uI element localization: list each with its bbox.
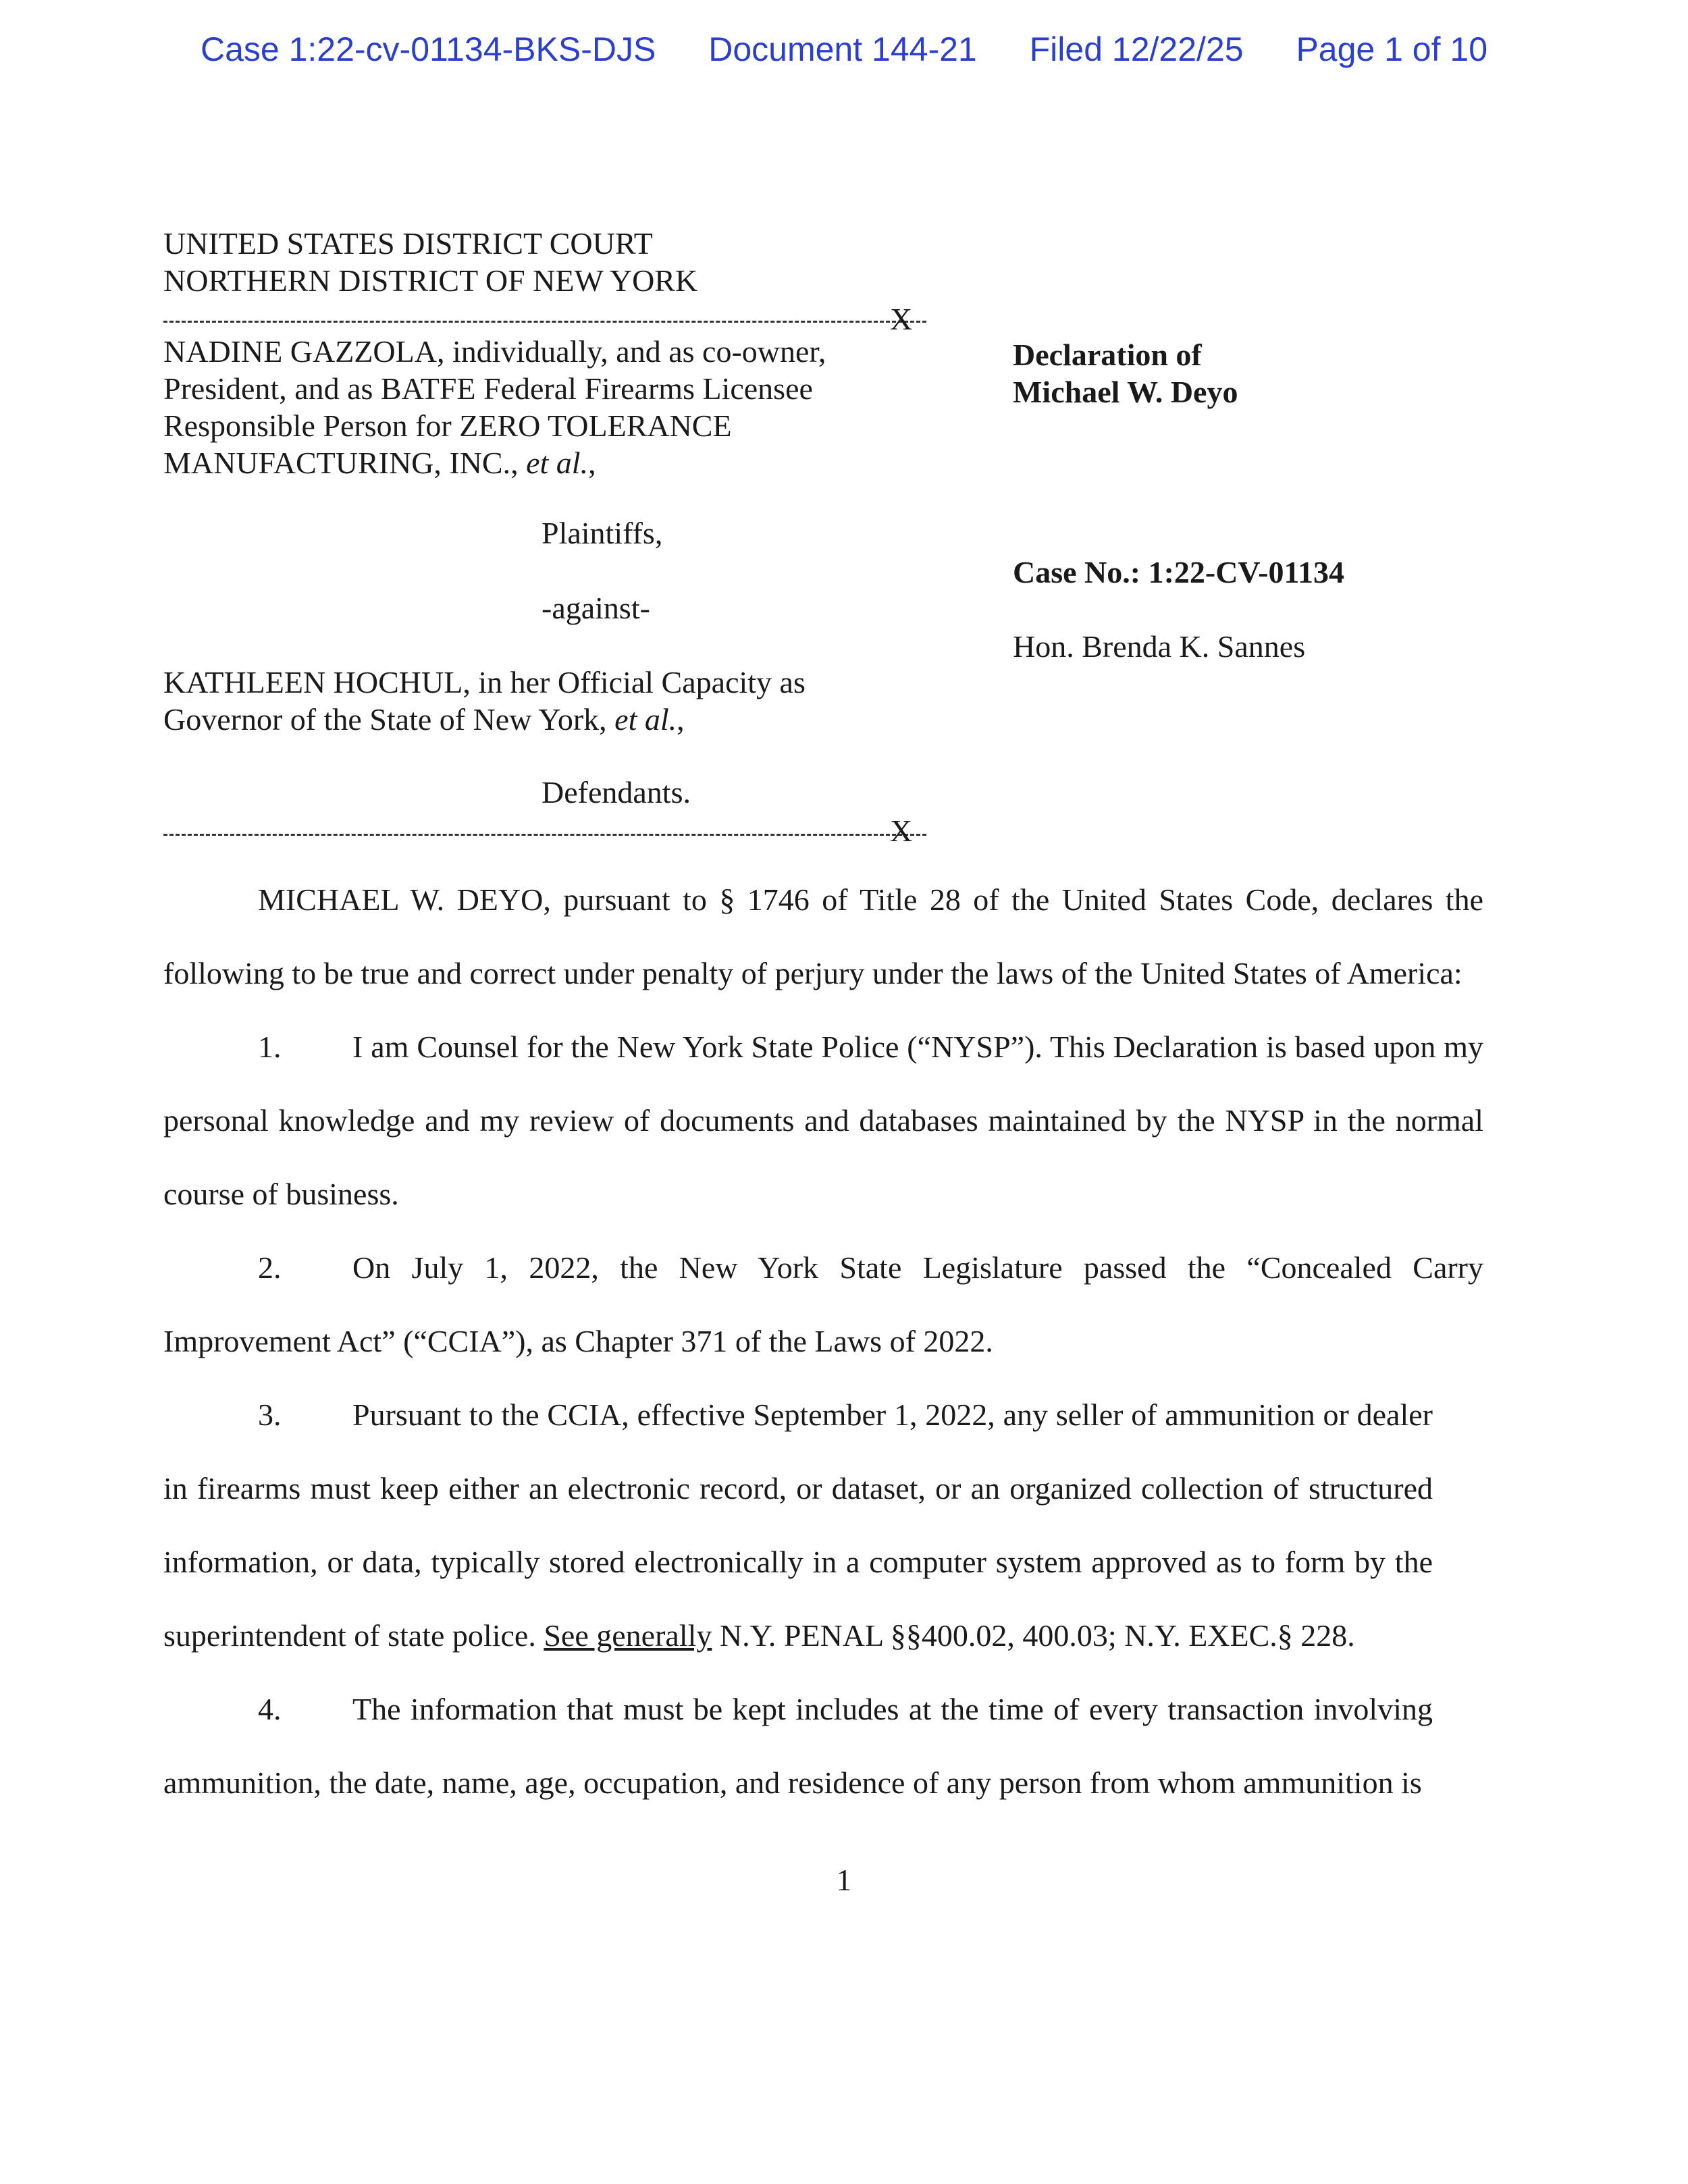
page-count-stamp: Page 1 of 10 [1296,30,1488,68]
paragraph-1 [163,1010,1483,1231]
judge-name: Hon. Brenda K. Sannes [1013,629,1306,664]
paragraph-1-number: 1. [258,1030,282,1064]
ecf-header-stamp [0,30,1688,69]
paragraph-4-text: The information that must be kept includes at the time of every transaction involving ammunition, the date, name, age, occupation, and residence of any person from whom ammunition is [163,1692,1433,1800]
plaintiff-line-4 [163,444,826,481]
paragraph-4 [163,1672,1433,1819]
defendant-text: Governor of the State of New York, [163,702,615,737]
case-number-value: 1:22-CV-01134 [1148,555,1345,589]
plaintiff-line-3: Responsible Person for ZERO TOLERANCE [163,408,732,443]
filed-date-stamp: Filed 12/22/25 [1029,30,1244,68]
paragraph-2-text: On July 1, 2022, the New York State Legislature passed the “Concealed Carry Improvement Act” (“CCIA”), as Chapter 371 of the Laws of 2022. [163,1250,1483,1358]
case-number [1013,554,1344,591]
plaintiff-comma: , [588,446,596,480]
page-number: 1 [836,1863,852,1897]
caption-top-x: X [890,302,913,336]
paragraph-4-number: 4. [258,1692,282,1726]
plaintiff-block [163,333,826,481]
caption-top-rule [163,321,926,323]
case-number-label: Case No.: [1013,555,1149,589]
paragraph-1-text: I am Counsel for the New York State Police (“NYSP”). This Declaration is based upon my personal knowledge and my review of documents and databases maintained by the NYSP in the normal course of business. [163,1030,1483,1211]
defendant-comma: , [677,702,685,737]
plaintiff-line-1: NADINE GAZZOLA, individually, and as co-owner, [163,334,826,369]
paragraph-3-text-a: Pursuant to the CCIA, effective September 1, 2022, any seller of ammunition or dealer in firearms must keep either an electronic record, or dataset, or an organized collection of structured information, or data, typically stored electronically in a computer system approved as to form by the superintendent of state police. [163,1397,1433,1653]
document-title-line-1: Declaration of [1013,338,1202,372]
case-number-stamp: Case 1:22-cv-01134-BKS-DJS [200,30,656,68]
plaintiffs-label: Plaintiffs, [542,516,663,550]
paragraph-3-number: 3. [258,1397,282,1432]
defendant-line-1: KATHLEEN HOCHUL, in her Official Capacity as [163,665,806,699]
document-title-line-2: Michael W. Deyo [1013,375,1238,409]
plaintiff-company: MANUFACTURING, INC., [163,446,527,480]
paragraph-3 [163,1378,1433,1672]
paragraph-3-text-b: N.Y. PENAL §§400.02, 400.03; N.Y. EXEC.§ 228. [712,1618,1355,1653]
document-title [1013,336,1238,410]
plaintiff-line-2: President, and as BATFE Federal Firearms Licensee [163,371,813,406]
see-generally-signal: See generally [544,1618,712,1653]
document-number-stamp: Document 144-21 [708,30,977,68]
paragraph-2 [163,1231,1483,1378]
defendant-et-al: et al. [614,702,677,737]
caption-bottom-x: X [890,814,913,848]
plaintiff-et-al: et al. [526,446,589,480]
declaration-body [163,863,1483,1819]
court-name [163,225,697,299]
defendants-label: Defendants. [542,775,691,809]
court-line-2: NORTHERN DISTRICT OF NEW YORK [163,263,698,298]
court-line-1: UNITED STATES DISTRICT COURT [163,226,653,261]
defendant-block [163,664,806,738]
intro-paragraph: MICHAEL W. DEYO, pursuant to § 1746 of Title 28 of the United States Code, declares the following to be true and correct under penalty of perjury under the laws of the United States of America: [163,882,1483,990]
defendant-line-2 [163,701,806,738]
caption-bottom-rule [163,834,926,836]
paragraph-2-number: 2. [258,1250,282,1285]
against-label: -against- [542,591,650,625]
